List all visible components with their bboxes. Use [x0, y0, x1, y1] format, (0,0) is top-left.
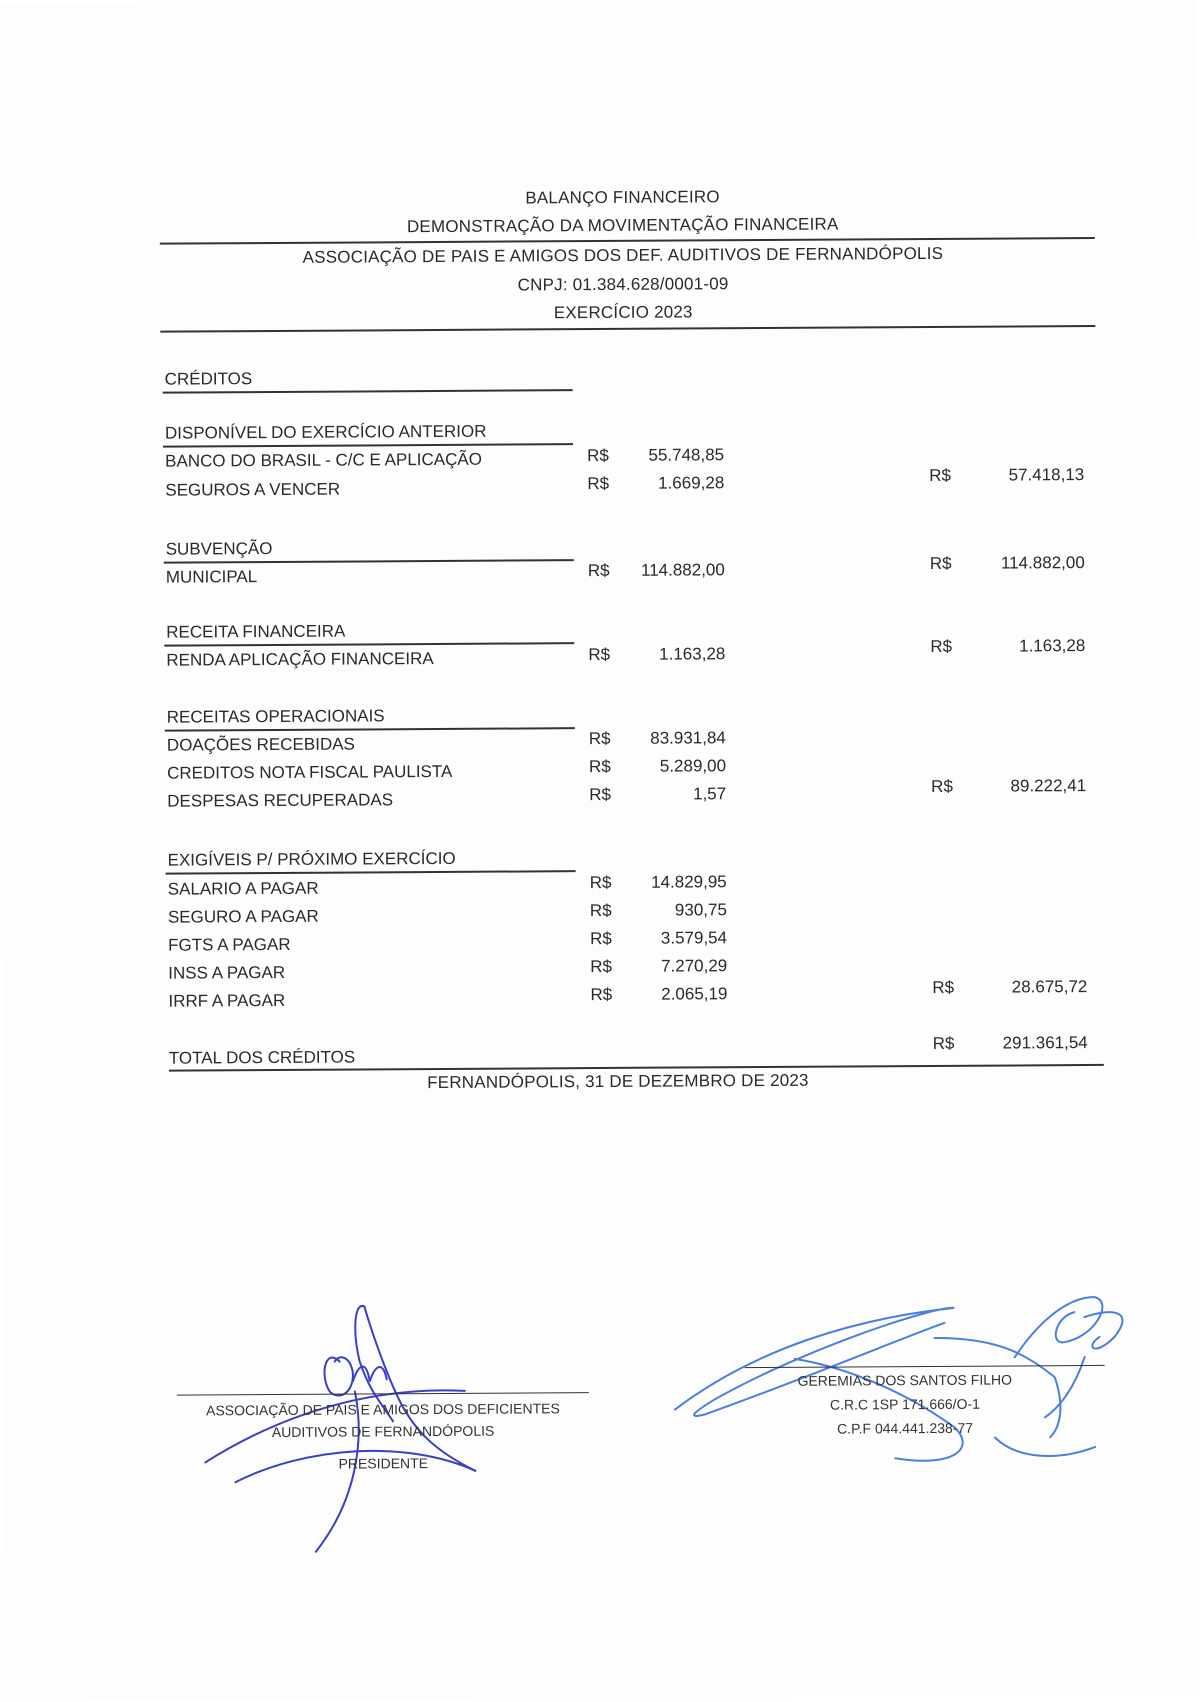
item-label: RENDA APLICAÇÃO FINANCEIRA: [166, 649, 434, 670]
section-total: 89.222,41: [1010, 776, 1087, 796]
exercise-year: EXERCÍCIO 2023: [553, 302, 693, 323]
item-value: 14.829,95: [651, 872, 727, 892]
credits-title: CRÉDITOS: [164, 369, 253, 389]
item-value: 2.065,19: [661, 984, 728, 1004]
item-label: INSS A PAGAR: [168, 962, 286, 983]
item-label: IRRF A PAGAR: [168, 990, 286, 1011]
signatory-role: PRESIDENTE: [338, 1455, 429, 1472]
currency-symbol: R$: [930, 636, 953, 656]
section-total: 28.675,72: [1011, 977, 1088, 997]
currency-symbol: R$: [590, 928, 612, 949]
currency-symbol: R$: [929, 465, 952, 485]
organization-name: ASSOCIAÇÃO DE PAIS E AMIGOS DOS DEF. AUDITIVOS DE FERNANDÓPOLIS: [302, 243, 944, 267]
signatory-org-line1: ASSOCIAÇÃO DE PAIS E AMIGOS DOS DEFICIENTES: [206, 1400, 560, 1419]
currency-symbol: R$: [931, 776, 953, 796]
header-rule-2: [160, 325, 1095, 333]
item-value: 7.270,29: [660, 956, 728, 976]
currency-symbol: R$: [932, 977, 955, 997]
item-value: 1.163,28: [659, 644, 726, 664]
currency-symbol: R$: [587, 445, 609, 466]
currency-symbol: R$: [590, 956, 613, 977]
section-title: EXIGÍVEIS P/ PRÓXIMO EXERCÍCIO: [167, 848, 456, 870]
item-value: 930,75: [674, 900, 727, 920]
item-value: 1,57: [693, 784, 727, 804]
currency-symbol: R$: [587, 473, 610, 494]
section-title: RECEITAS OPERACIONAIS: [166, 706, 385, 727]
section-title: DISPONÍVEL DO EXERCÍCIO ANTERIOR: [164, 421, 487, 443]
section-rule: [163, 443, 573, 448]
signatory-org-line2: AUDITIVOS DE FERNANDÓPOLIS: [271, 1422, 495, 1441]
section-total: 1.163,28: [1019, 636, 1086, 656]
item-value: 1.669,28: [658, 473, 725, 493]
currency-symbol: R$: [588, 728, 611, 749]
item-label: BANCO DO BRASIL - C/C E APLICAÇÃO: [165, 449, 482, 471]
doc-title: BALANÇO FINANCEIRO: [525, 187, 720, 208]
item-label: FGTS A PAGAR: [168, 934, 291, 955]
currency-symbol: R$: [589, 784, 611, 805]
currency-symbol: R$: [588, 756, 611, 777]
item-label: DESPESAS RECUPERADAS: [167, 790, 394, 811]
item-label: SEGUROS A VENCER: [165, 479, 341, 500]
currency-symbol: R$: [588, 644, 611, 665]
item-value: 114.882,00: [640, 560, 725, 580]
doc-subtitle: DEMONSTRAÇÃO DA MOVIMENTAÇÃO FINANCEIRA: [406, 214, 839, 237]
signatory-name: GEREMIAS DOS SANTOS FILHO: [797, 1371, 1013, 1389]
signatory-crc: C.R.C 1SP 171.666/O-1: [829, 1395, 980, 1413]
section-total: 114.882,00: [1000, 553, 1085, 573]
grand-total-value: 291.361,54: [1002, 1033, 1088, 1053]
currency-symbol: R$: [587, 560, 610, 581]
currency-symbol: R$: [929, 553, 952, 573]
place-date: FERNANDÓPOLIS, 31 DE DEZEMBRO DE 2023: [427, 1070, 809, 1093]
item-value: 3.579,54: [660, 928, 728, 948]
currency-symbol: R$: [932, 1033, 955, 1053]
item-label: SEGURO A PAGAR: [167, 906, 319, 927]
item-label: DOAÇÕES RECEBIDAS: [166, 734, 355, 755]
currency-symbol: R$: [589, 872, 612, 893]
section-rule: [164, 559, 574, 564]
section-rule: [164, 642, 574, 647]
cnpj: CNPJ: 01.384.628/0001-09: [517, 274, 729, 295]
section-rule: [166, 870, 576, 875]
item-value: 55.748,85: [648, 445, 725, 465]
item-value: 5.289,00: [659, 756, 727, 776]
item-label: SALARIO A PAGAR: [167, 878, 319, 899]
item-value: 83.931,84: [650, 728, 726, 748]
item-label: MUNICIPAL: [165, 567, 258, 587]
currency-symbol: R$: [589, 900, 612, 921]
item-label: CREDITOS NOTA FISCAL PAULISTA: [166, 761, 453, 783]
section-title: RECEITA FINANCEIRA: [166, 621, 346, 642]
section-total: 57.418,13: [1008, 465, 1085, 485]
currency-symbol: R$: [590, 984, 613, 1005]
credits-rule: [163, 389, 573, 394]
section-title: SUBVENÇÃO: [165, 539, 273, 559]
section-rule: [165, 727, 575, 732]
signatory-cpf: C.P.F 044.441.238-77: [837, 1419, 974, 1437]
grand-total-label: TOTAL DOS CRÉDITOS: [168, 1047, 356, 1068]
